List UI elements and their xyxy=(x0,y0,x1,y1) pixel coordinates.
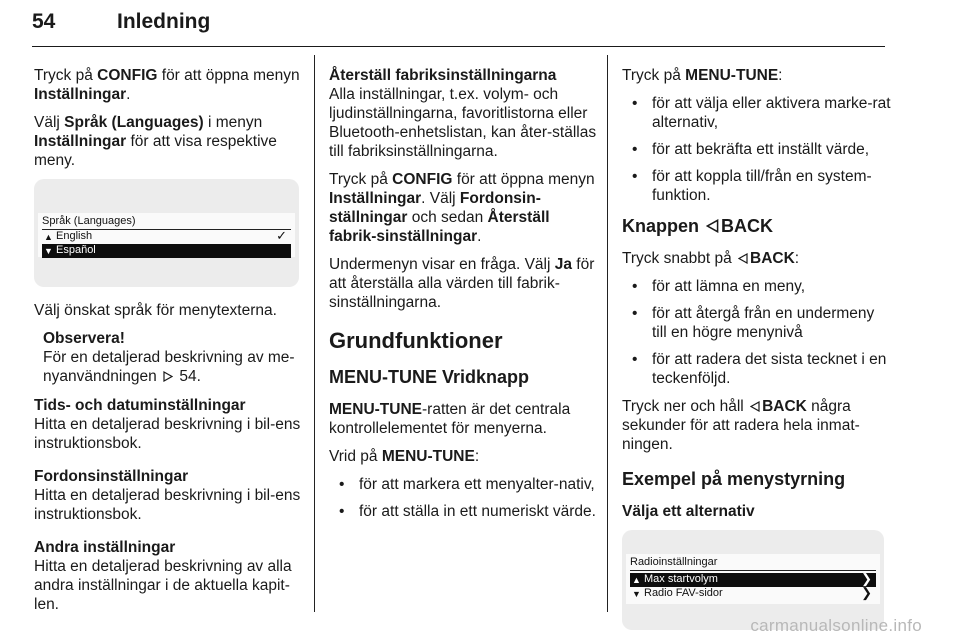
page-header xyxy=(32,0,885,47)
heading-valja-alternativ: Välja ett alternativ xyxy=(622,503,755,520)
menu-row-selected: ▲ Max startvolym ❯ xyxy=(630,573,876,587)
list-item: • för att markera ett menyalter-nativ, xyxy=(329,475,599,494)
paragraph: Tryck på CONFIG för att öppna menyn Inställningar. Välj Fordonsin-ställningar och sedan Återställ fabrik-sinställningar. xyxy=(329,171,595,245)
down-arrow-icon: ▼ xyxy=(44,246,53,256)
list-item: • för att återgå från en undermeny till en högre menynivå xyxy=(622,304,892,342)
paragraph: Undermenyn visar en fråga. Välj Ja för att återställa alla värden till fabrik-sinställningarna. xyxy=(329,256,595,311)
display-panel xyxy=(626,554,880,604)
menu-row: ▲ English ✓ xyxy=(44,228,287,243)
paragraph: Tryck på MENU-TUNE: xyxy=(622,67,783,84)
column-divider-2 xyxy=(607,55,608,612)
back-icon xyxy=(750,401,760,412)
paragraph: Välj önskat språk för menytexterna. xyxy=(34,302,277,319)
bullet-list xyxy=(329,475,599,521)
column-divider-1 xyxy=(314,55,315,612)
bullet-list xyxy=(622,94,892,205)
menu-row: ▼ Radio FAV-sidor ❯ xyxy=(632,585,872,600)
list-item: • för att radera det sista tecknet i en teckenföljd. xyxy=(622,350,892,388)
chevron-right-icon: ❯ xyxy=(861,571,872,586)
section: Återställ fabriksinställningarna Alla inställningar, t.ex. volym- och ljudinställningarna, favoritlistorna eller Bluetooth-enhetslistan, kan åter-ställas till fabriksinställningarna. xyxy=(329,67,597,160)
heading-back-button: Knappen BACK xyxy=(622,216,774,236)
language-menu-screenshot xyxy=(34,179,299,287)
menu-title: Radioinställningar xyxy=(630,556,718,568)
paragraph: Tryck snabbt på BACK: xyxy=(622,250,800,267)
divider xyxy=(630,570,876,571)
menu-row-selected: ▼ Español xyxy=(42,244,291,258)
paragraph: Tryck på CONFIG för att öppna menyn Inställningar. xyxy=(34,67,300,103)
chevron-right-icon: ❯ xyxy=(861,585,872,600)
back-icon xyxy=(706,219,719,233)
section: Andra inställningar Hitta en detaljerad beskrivning av alla andra inställningar i de aktuella kapit-len. xyxy=(34,539,292,613)
paragraph: MENU-TUNE-ratten är det centrala kontrollelementet för menyerna. xyxy=(329,401,571,437)
section-title: Inledning xyxy=(117,10,211,33)
column-2 xyxy=(329,66,599,530)
paragraph: Vrid på MENU-TUNE: xyxy=(329,448,480,465)
down-arrow-icon: ▼ xyxy=(632,589,641,599)
list-item: • för att ställa in ett numeriskt värde. xyxy=(329,502,599,521)
list-item: • för att koppla till/från en system-funktion. xyxy=(622,167,892,205)
checkmark-icon: ✓ xyxy=(276,228,287,243)
list-item: • för att bekräfta ett inställt värde, xyxy=(622,140,892,159)
paragraph: Välj Språk (Languages) i menyn Inställningar för att visa respektive meny. xyxy=(34,114,277,169)
watermark: carmanualsonline.info xyxy=(750,616,922,635)
column-1 xyxy=(34,66,304,623)
up-arrow-icon: ▲ xyxy=(632,575,641,585)
display-panel xyxy=(38,213,295,257)
paragraph: Tryck ner och håll BACK några sekunder för att radera hela inmat-ningen. xyxy=(622,398,860,453)
list-item: • för att välja eller aktivera marke-rat alternativ, xyxy=(622,94,892,132)
heading-grundfunktioner: Grundfunktioner xyxy=(329,328,503,353)
back-icon xyxy=(738,253,748,264)
column-3 xyxy=(622,66,892,630)
list-item: • för att lämna en meny, xyxy=(622,277,892,296)
note-box: Observera! För en detaljerad beskrivning av me-nyanvändningen 54. xyxy=(43,329,304,386)
menu-title: Språk (Languages) xyxy=(42,215,136,227)
reference-arrow-icon xyxy=(163,371,173,382)
section: Tids- och datuminställningar Hitta en detaljerad beskrivning i bil-ens instruktionsbok. xyxy=(34,397,301,452)
up-arrow-icon: ▲ xyxy=(44,232,53,242)
radio-settings-screenshot xyxy=(622,530,884,630)
note-title: Observera! xyxy=(43,330,125,347)
page-number: 54 xyxy=(32,10,56,33)
heading-menu-tune: MENU-TUNE Vridknapp xyxy=(329,367,530,387)
heading-exempel: Exempel på menystyrning xyxy=(622,469,846,489)
bullet-list xyxy=(622,277,892,388)
section: Fordonsinställningar Hitta en detaljerad beskrivning i bil-ens instruktionsbok. xyxy=(34,468,301,523)
